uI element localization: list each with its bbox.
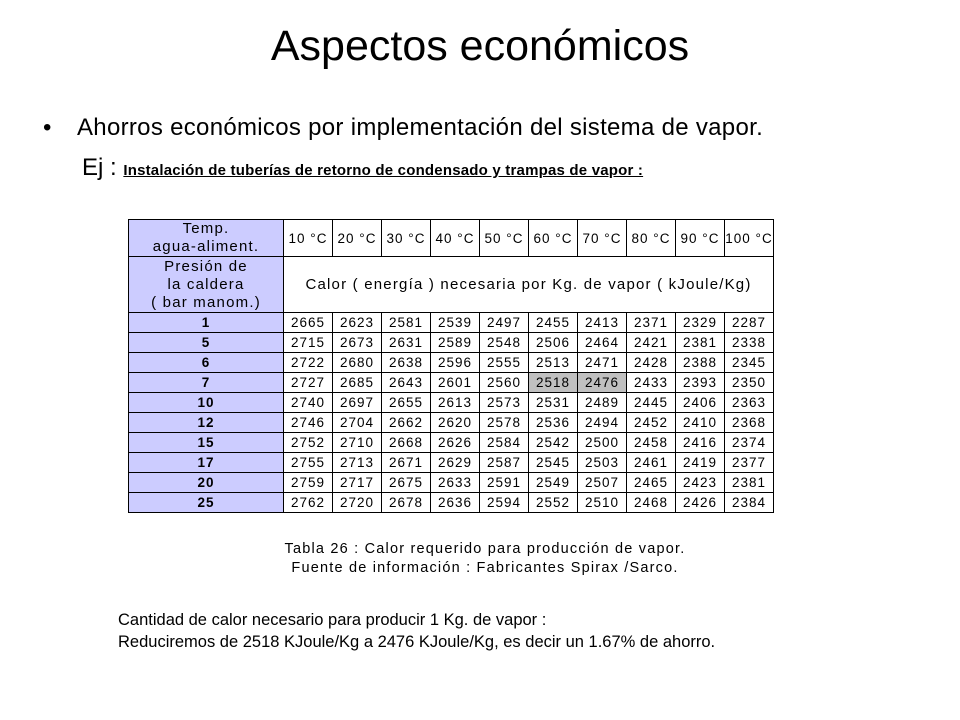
value-cell: 2673 [333,333,382,353]
caption-line: Tabla 26 : Calor requerido para producción de vapor. [284,541,686,557]
value-cell: 2638 [382,353,431,373]
value-cell: 2549 [529,473,578,493]
pressure-header-line: ( bar manom.) [151,293,261,311]
value-cell: 2545 [529,453,578,473]
value-cell: 2704 [333,413,382,433]
value-cell: 2536 [529,413,578,433]
value-cell: 2455 [529,313,578,333]
table-row [129,333,774,353]
table-body [129,220,774,513]
temp-header: 90 °C [676,220,725,257]
example-text: Instalación de tuberías de retorno de condensado y trampas de vapor : [123,162,644,179]
value-cell: 2531 [529,393,578,413]
value-cell: 2573 [480,393,529,413]
value-cell: 2338 [725,333,774,353]
value-cell: 2740 [284,393,333,413]
value-cell: 2384 [725,493,774,513]
table-row [129,393,774,413]
value-cell: 2675 [382,473,431,493]
value-cell: 2759 [284,473,333,493]
value-cell: 2591 [480,473,529,493]
value-cell: 2633 [431,473,480,493]
example-line [82,154,643,182]
value-cell: 2636 [431,493,480,513]
value-cell: 2503 [578,453,627,473]
pressure-cell: 5 [129,333,284,353]
temp-header: 50 °C [480,220,529,257]
value-cell: 2388 [676,353,725,373]
temp-header: 100 °C [725,220,774,257]
value-cell: 2445 [627,393,676,413]
bullet-text: Ahorros económicos por implementación del sistema de vapor. [77,114,764,141]
pressure-cell: 20 [129,473,284,493]
value-cell: 2413 [578,313,627,333]
value-cell: 2581 [382,313,431,333]
table-row [129,313,774,333]
pressure-cell: 15 [129,433,284,453]
value-cell: 2680 [333,353,382,373]
value-cell: 2461 [627,453,676,473]
value-cell: 2433 [627,373,676,393]
value-cell: 2507 [578,473,627,493]
value-cell: 2468 [627,493,676,513]
temp-header-line: Temp. [182,220,230,237]
value-cell: 2762 [284,493,333,513]
table-caption [250,540,720,578]
value-cell: 2518 [529,373,578,393]
value-cell: 2371 [627,313,676,333]
value-cell: 2419 [676,453,725,473]
temperature-header-row [129,220,774,257]
value-cell: 2578 [480,413,529,433]
value-cell: 2421 [627,333,676,353]
value-cell: 2506 [529,333,578,353]
pressure-header-line: la caldera [167,275,245,293]
temp-header: 40 °C [431,220,480,257]
temp-header: 70 °C [578,220,627,257]
value-cell: 2374 [725,433,774,453]
pressure-cell: 25 [129,493,284,513]
note-line: Reduciremos de 2518 KJoule/Kg a 2476 KJoule/Kg, es decir un 1.67% de ahorro. [118,633,716,651]
pressure-header-cell [129,257,284,313]
temp-header: 10 °C [284,220,333,257]
value-cell: 2552 [529,493,578,513]
value-cell: 2539 [431,313,480,333]
value-cell: 2596 [431,353,480,373]
value-cell: 2410 [676,413,725,433]
value-cell: 2678 [382,493,431,513]
value-cell: 2363 [725,393,774,413]
pressure-header-row [129,257,774,313]
value-cell: 2471 [578,353,627,373]
temp-header: 80 °C [627,220,676,257]
savings-note [118,609,715,653]
value-cell: 2560 [480,373,529,393]
value-cell: 2406 [676,393,725,413]
table-row [129,373,774,393]
value-cell: 2623 [333,313,382,333]
value-cell: 2476 [578,373,627,393]
value-cell: 2489 [578,393,627,413]
pressure-cell: 12 [129,413,284,433]
value-cell: 2458 [627,433,676,453]
value-cell: 2464 [578,333,627,353]
value-cell: 2746 [284,413,333,433]
value-cell: 2713 [333,453,382,473]
pressure-cell: 1 [129,313,284,333]
value-cell: 2494 [578,413,627,433]
value-cell: 2381 [725,473,774,493]
pressure-cell: 6 [129,353,284,373]
value-cell: 2727 [284,373,333,393]
value-cell: 2717 [333,473,382,493]
value-cell: 2465 [627,473,676,493]
value-cell: 2720 [333,493,382,513]
value-cell: 2655 [382,393,431,413]
value-cell: 2329 [676,313,725,333]
bullet-point [43,114,763,142]
value-cell: 2428 [627,353,676,373]
value-cell: 2452 [627,413,676,433]
value-cell: 2377 [725,453,774,473]
bullet-marker: • [43,114,52,141]
value-cell: 2542 [529,433,578,453]
value-cell: 2643 [382,373,431,393]
value-cell: 2350 [725,373,774,393]
table-row [129,453,774,473]
value-cell: 2345 [725,353,774,373]
value-cell: 2513 [529,353,578,373]
pressure-cell: 10 [129,393,284,413]
table-row [129,493,774,513]
table-row [129,413,774,433]
pressure-cell: 17 [129,453,284,473]
energy-header-cell: Calor ( energía ) necesaria por Kg. de vapor ( kJoule/Kg) [284,257,774,313]
value-cell: 2697 [333,393,382,413]
value-cell: 2629 [431,453,480,473]
value-cell: 2584 [480,433,529,453]
value-cell: 2555 [480,353,529,373]
value-cell: 2510 [578,493,627,513]
value-cell: 2426 [676,493,725,513]
example-prefix: Ej : [82,154,124,181]
value-cell: 2715 [284,333,333,353]
temp-header: 60 °C [529,220,578,257]
value-cell: 2662 [382,413,431,433]
note-line: Cantidad de calor necesario para producir 1 Kg. de vapor : [118,611,547,629]
value-cell: 2589 [431,333,480,353]
value-cell: 2587 [480,453,529,473]
value-cell: 2755 [284,453,333,473]
value-cell: 2497 [480,313,529,333]
value-cell: 2665 [284,313,333,333]
value-cell: 2594 [480,493,529,513]
value-cell: 2671 [382,453,431,473]
value-cell: 2548 [480,333,529,353]
table-row [129,433,774,453]
value-cell: 2631 [382,333,431,353]
value-cell: 2710 [333,433,382,453]
temp-header: 20 °C [333,220,382,257]
value-cell: 2752 [284,433,333,453]
steam-heat-table [128,219,774,513]
value-cell: 2620 [431,413,480,433]
value-cell: 2381 [676,333,725,353]
value-cell: 2626 [431,433,480,453]
value-cell: 2500 [578,433,627,453]
value-cell: 2722 [284,353,333,373]
slide-title: Aspectos económicos [270,22,690,70]
value-cell: 2423 [676,473,725,493]
value-cell: 2601 [431,373,480,393]
temp-header-cell [129,220,284,257]
value-cell: 2287 [725,313,774,333]
temp-header: 30 °C [382,220,431,257]
value-cell: 2416 [676,433,725,453]
table-row [129,473,774,493]
value-cell: 2613 [431,393,480,413]
value-cell: 2685 [333,373,382,393]
value-cell: 2368 [725,413,774,433]
pressure-header-line: Presión de [164,257,248,275]
table-row [129,353,774,373]
caption-line: Fuente de información : Fabricantes Spirax /Sarco. [291,560,679,576]
pressure-cell: 7 [129,373,284,393]
value-cell: 2668 [382,433,431,453]
temp-header-line: agua-aliment. [152,238,260,255]
value-cell: 2393 [676,373,725,393]
